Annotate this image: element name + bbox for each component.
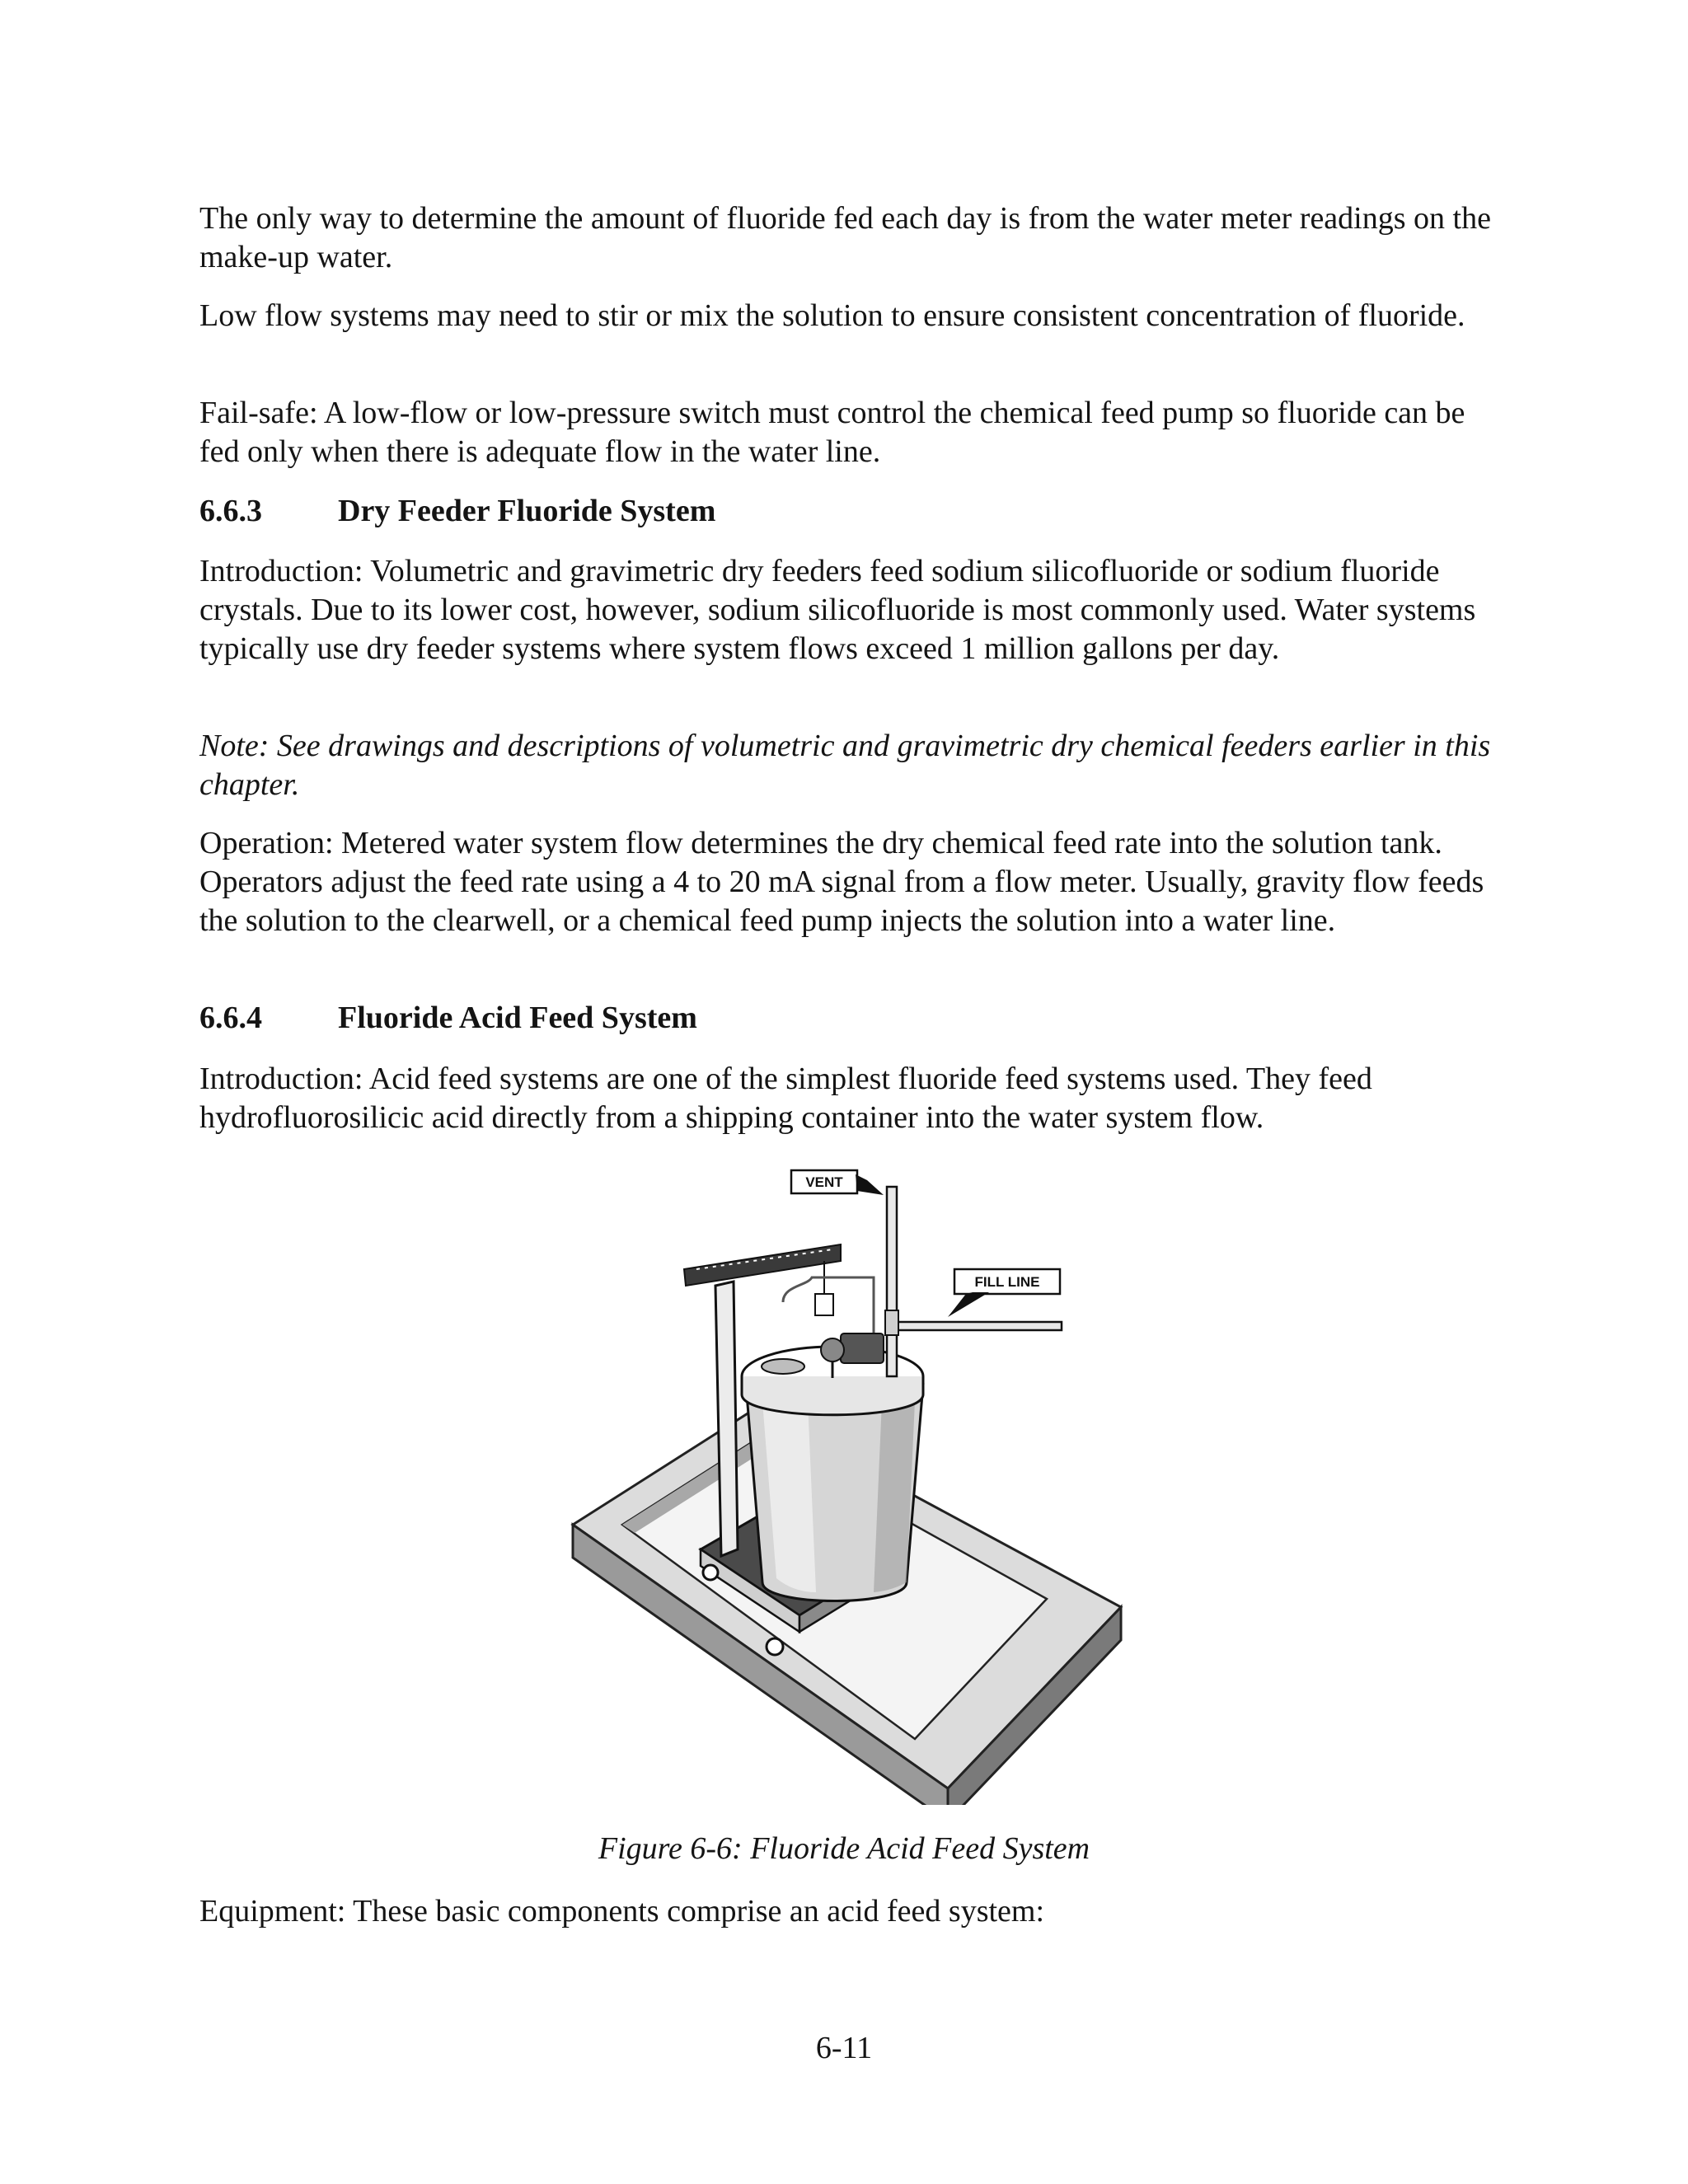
section-number: 6.6.3	[199, 494, 262, 528]
section-title: Fluoride Acid Feed System	[338, 1001, 697, 1035]
acid-feed-illustration	[560, 1162, 1137, 1805]
paragraph-acid-feed-intro: Introduction: Acid feed systems are one of the simplest fluoride feed systems used. They feed hydrofluorosilicic acid directly from a shipping container into the water system flow.	[199, 1062, 1372, 1135]
paragraph-fail-safe: Fail-safe: A low-flow or low-pressure switch must control the chemical feed pump so fluoride can be fed only when there is adequate flow in the water line.	[199, 396, 1465, 469]
vent-pipe	[887, 1187, 897, 1376]
paragraph-operation: Operation: Metered water system flow determines the dry chemical feed rate into the solution tank. Operators adjust the feed rate using a 4 to 20 mA signal from a flow meter. Usually, gravity flow feeds the solution to the clearwell, or a chemical feed pump injects the solution into a water line.	[199, 826, 1484, 938]
scale-wheel-icon	[703, 1565, 718, 1580]
scale-weight	[815, 1294, 833, 1315]
section-number: 6.6.4	[199, 1001, 262, 1035]
vent-label: VENT	[805, 1174, 843, 1190]
vent-label-pointer	[856, 1174, 884, 1195]
paragraph-equipment: Equipment: These basic components comprise an acid feed system:	[199, 1894, 1045, 1929]
section-title: Dry Feeder Fluoride System	[338, 494, 716, 528]
tank-lid-opening	[762, 1359, 804, 1374]
fill-line-label-pointer	[948, 1292, 989, 1317]
pipe-tee	[885, 1310, 898, 1335]
metering-pump	[841, 1333, 884, 1363]
paragraph-note: Note: See drawings and descriptions of volumetric and gravimetric dry chemical feeders earlier in this chapter.	[199, 729, 1491, 802]
acid-feed-system-figure	[560, 1162, 1137, 1805]
page-number: 6-11	[815, 2031, 873, 2065]
figure-caption: Figure 6-6: Fluoride Acid Feed System	[598, 1831, 1090, 1866]
section-heading-6-6-4	[199, 999, 697, 1038]
pump-head	[821, 1338, 844, 1361]
scale-wheel-icon	[767, 1638, 783, 1655]
paragraph-low-flow: Low flow systems may need to stir or mix the solution to ensure consistent concentration of fluoride.	[199, 298, 1465, 333]
fill-line-label: FILL LINE	[974, 1274, 1040, 1290]
paragraph-dry-feeder-intro: Introduction: Volumetric and gravimetric dry feeders feed sodium silicofluoride or sodium fluoride crystals. Due to its lower cost, however, sodium silicofluoride is most commonly used. Water systems typically use dry feeder systems where system flows exceed 1 million gallons per day.	[199, 554, 1476, 666]
fill-line-pipe	[897, 1322, 1062, 1330]
paragraph-makeup-water: The only way to determine the amount of fluoride fed each day is from the water meter readings on the make-up water.	[199, 201, 1491, 274]
section-heading-6-6-3	[199, 492, 715, 531]
scale-beam	[684, 1244, 841, 1286]
tank-lid-rim	[742, 1376, 923, 1415]
